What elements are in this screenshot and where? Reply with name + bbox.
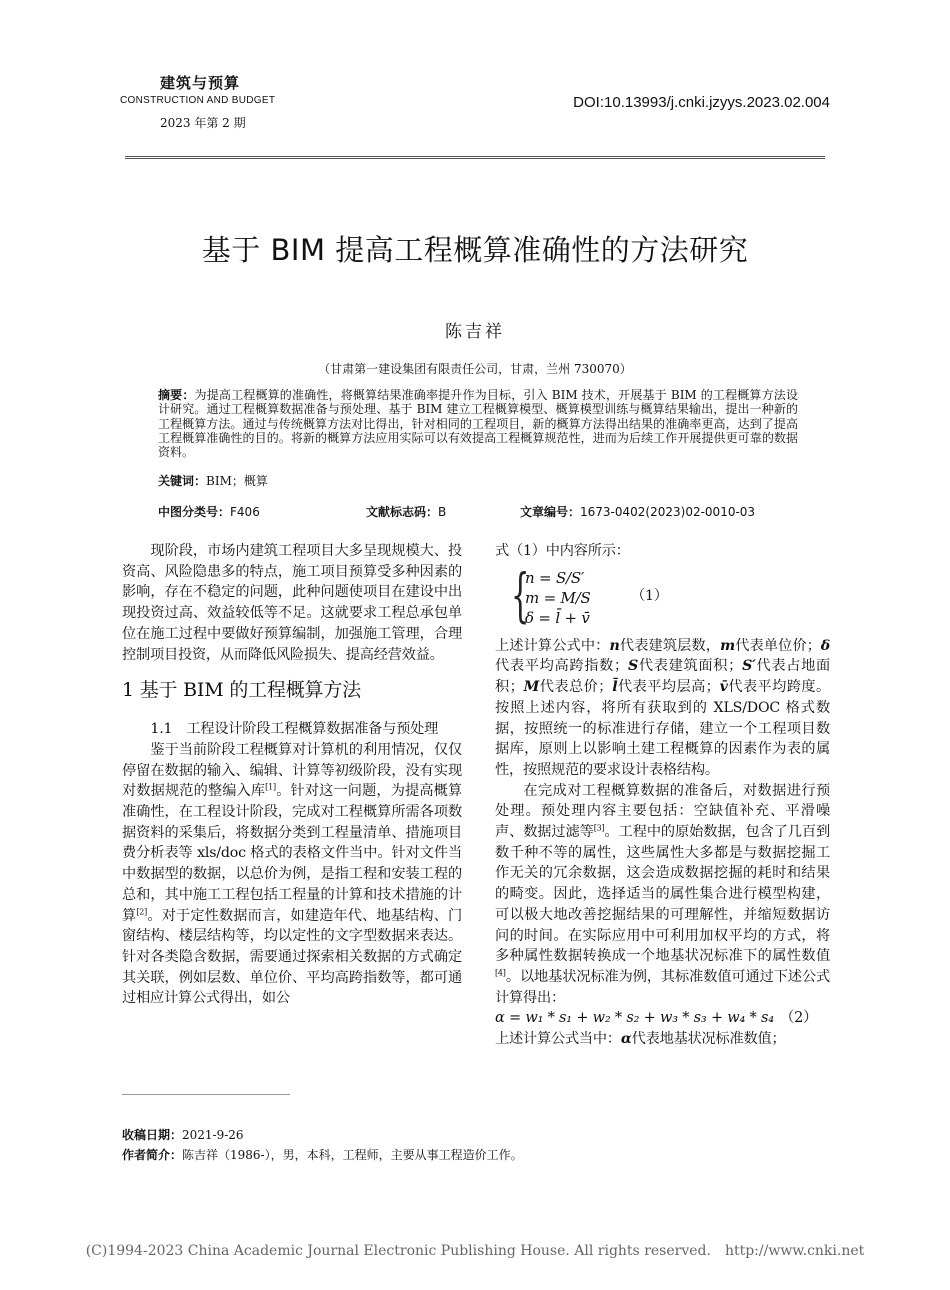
math-variable: S	[627, 658, 638, 675]
math-variable: l̄	[612, 679, 618, 696]
equation-text: α = w₁ * s₁ + w₂ * s₂ + w₃ * s₃ + w₄ * s₄	[495, 1010, 774, 1027]
body-left-column	[122, 541, 462, 1009]
equation-lines	[525, 568, 591, 628]
paragraph-text: 在完成对工程概算数据的准备后，对数据进行预处理。预处理内容主要包括：空缺值补充、平滑噪声、数据过滤等	[495, 782, 830, 841]
article-title: 基于 BIM 提高工程概算准确性的方法研究	[201, 233, 749, 267]
paragraph-text: 鉴于当前阶段工程概算对计算机的利用情况，仅仅停留在数据的输入、编辑、计算等初级阶段，没有实现对数据规范的整编入库	[122, 741, 462, 800]
keywords-text: BIM；概算	[206, 474, 268, 488]
paragraph-alpha	[495, 1029, 830, 1050]
keywords	[158, 472, 268, 489]
math-variable: δ	[820, 637, 830, 654]
paragraph-text: 上述计算公式当中：	[495, 1031, 621, 1048]
paragraph-text: 。以地基状况标准为例，其标准数值可通过下述公式计算得出：	[495, 968, 830, 1006]
paragraph-variables	[495, 636, 830, 781]
header-divider	[125, 156, 825, 159]
issue-label: 2023 年第 2 期	[160, 116, 246, 130]
paragraph-text: 代表总价；	[539, 679, 613, 696]
abstract-text: 为提高工程概算的准确性，将概算结果准确率提升作为目标，引入 BIM 技术，开展基于 BIM 的工程概算方法设计研究。通过工程概算数据准备与预处理、基于 BIM 建立工程概算模型、概算模型训练与概算结果输出，提出一种新的工程概算方法。通过与传统概算方法对比得出，针对相同的工程项目，新的概算方法得出结果的准确率更高，达到了提高工程概算准确性的目的。将新的概算方法应用实际可以有效提高工程概算规范性，进而为后续工作开展提供更可靠的数据资料。	[158, 388, 798, 460]
math-variable: v̄	[719, 679, 728, 696]
citation-ref: [4]	[495, 968, 506, 978]
copyright-line	[0, 1243, 950, 1259]
math-variable: m	[720, 637, 735, 654]
doc-code-label: 文献标志码：	[366, 505, 439, 519]
paragraph-text: 代表占地面积；	[495, 658, 830, 696]
equation-2	[495, 1008, 830, 1029]
paragraph-text: 。针对这一问题，为提高概算准确性，在工程设计阶段，完成对工程概算所需各项数据资料的采集后，将数据分类到工程量清单、措施项目费分析表等 xls/doc 格式的表格文件当中。针对文件当中数据型的数据，以总价为例，是指工程和安装工程的总和，其中施工工程包括工程量的计算和技术措施的计算	[122, 783, 462, 924]
equation-number: （2）	[779, 1010, 818, 1027]
journal-name: 建筑与预算	[160, 74, 241, 92]
equation-line: m = M/S	[525, 588, 591, 607]
author-name: 陈吉祥	[445, 322, 505, 342]
citation-ref: [3]	[593, 823, 605, 833]
section-heading-1: 1 基于 BIM 的工程概算方法	[122, 679, 361, 702]
abstract	[158, 388, 798, 459]
copyright-text: (C)1994-2023 China Academic Journal Electronic Publishing House. All rights reserved.	[85, 1243, 711, 1259]
equation-line: δ = l̄ + v̄	[525, 608, 590, 627]
math-variable: α	[620, 1031, 632, 1048]
article-number-value: 1673-0402(2023)02-0010-03	[580, 505, 756, 519]
abstract-label: 摘要：	[158, 388, 195, 402]
received-value: 2021-9-26	[182, 1128, 244, 1142]
clc-label: 中图分类号：	[158, 505, 231, 519]
subsection-heading-1-1: 1.1 工程设计阶段工程概算数据准备与预处理	[150, 721, 439, 738]
paragraph-text: 代表建筑面积；	[637, 658, 743, 675]
paragraph-text: 上述计算公式中：	[495, 637, 610, 654]
paragraph-text: 代表地基状况标准数值；	[631, 1031, 786, 1048]
equation-1	[511, 560, 830, 630]
clc-number	[158, 503, 260, 520]
received-label: 收稿日期：	[122, 1128, 183, 1142]
paragraph-text: 。对于定性数据而言，如建造年代、地基结构、门窗结构、楼层结构等，均以定性的文字型数据来表达。针对各类隐含数据，需要通过探索相关数据的方式确定其关联，例如层数、单位价、平均高跨指数等，都可通过相应计算公式得出，如公	[122, 907, 462, 1007]
doc-code-value: B	[438, 505, 447, 519]
equation-number: （1）	[631, 587, 668, 604]
citation-ref: [2]	[136, 906, 148, 916]
keywords-label: 关键词：	[158, 474, 207, 488]
body-right-column	[495, 541, 830, 1050]
copyright-url: http://www.cnki.net	[724, 1243, 865, 1259]
paragraph-preprocess	[495, 781, 830, 1009]
clc-value: F406	[230, 505, 260, 519]
math-variable: n	[609, 637, 620, 654]
paragraph-text: 式（1）中内容所示：	[495, 543, 630, 559]
received-date	[122, 1126, 244, 1143]
brace-symbol: {	[511, 560, 530, 629]
paragraph-text: 代表平均层高；	[617, 679, 720, 696]
paragraph-data-prep	[122, 740, 462, 1009]
footnote-divider	[122, 1094, 290, 1095]
paragraph-text: 代表平均跨度。按照上述内容，将所有获取到的 XLS/DOC 格式数据，按照统一的标准进行存储，建立一个工程项目数据库，原则上以影响土建工程概算的因素作为表的属性，按照规范的要求设计表格结构。	[495, 679, 830, 778]
doi: DOI:10.13993/j.cnki.jzyys.2023.02.004	[573, 94, 830, 111]
author-bio-label: 作者简介：	[122, 1148, 183, 1162]
citation-ref: [1]	[265, 782, 276, 792]
paragraph-text: 代表建筑层数，	[619, 637, 721, 654]
paragraph-text: 代表平均高跨指数；	[495, 658, 628, 675]
journal-name-en: CONSTRUCTION AND BUDGET	[120, 95, 276, 106]
paragraph-text: 代表单位价；	[734, 637, 821, 654]
paragraph-text: 。工程中的原始数据，包含了几百到数千种不等的属性，这些属性大多都是与数据挖掘工作无关的冗余数据，这会造成数据挖掘的耗时和结果的畸变。因此，选择适当的属性集合进行模型构建，可以极大地改善挖掘结果的可理解性，并缩短数据访问的时间。在实际应用中可利用加权平均的方式，将多种属性数据转换成一个地基状况标准下的属性数值	[495, 824, 830, 965]
doc-code	[366, 503, 446, 520]
paragraph-intro: 现阶段，市场内建筑工程项目大多呈现规模大、投资高、风险隐患多的特点，施工项目预算受多种因素的影响，存在不稳定的问题，此种问题使项目在建设中出现投资过高、效益较低等不足。这就要求工程总承包单位在施工过程中要做好预算编制，加强施工管理，合理控制项目投资，从而降低风险损失、提高经营效益。	[122, 543, 462, 663]
equation-line: n = S/S′	[525, 568, 585, 587]
math-variable: M	[523, 679, 540, 696]
author-bio	[122, 1146, 523, 1163]
author-bio-text: 陈吉祥（1986-），男，本科，工程师，主要从事工程造价工作。	[182, 1148, 523, 1162]
affiliation: （甘肃第一建设集团有限责任公司，甘肃，兰州 730070）	[318, 362, 632, 376]
article-number	[520, 503, 755, 520]
math-variable: S′	[742, 658, 756, 675]
article-number-label: 文章编号：	[520, 505, 581, 519]
